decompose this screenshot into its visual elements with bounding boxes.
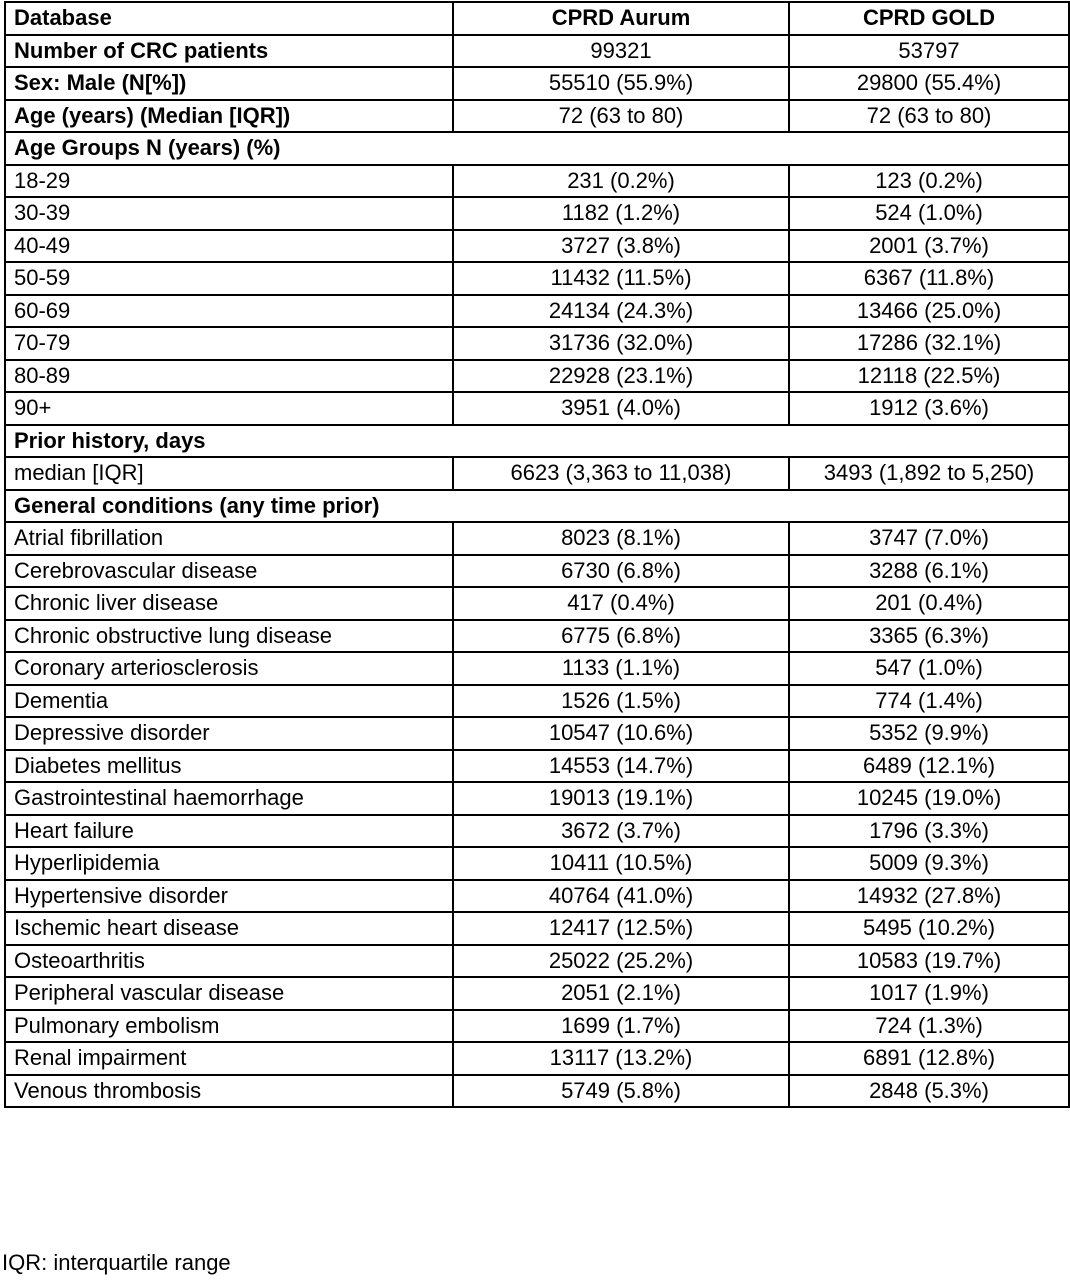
cprd-aurum-value: 3727 (3.8%) [453,230,789,263]
cprd-aurum-value: 5749 (5.8%) [453,1075,789,1108]
cprd-aurum-value: 3951 (4.0%) [453,392,789,425]
table-row [5,230,1069,263]
cprd-aurum-value: 24134 (24.3%) [453,295,789,328]
cprd-gold-value: 3288 (6.1%) [789,555,1069,588]
row-label: 70-79 [5,327,453,360]
cprd-gold-value: 12118 (22.5%) [789,360,1069,393]
table-row [5,977,1069,1010]
table-row [5,555,1069,588]
cprd-gold-value: 6489 (12.1%) [789,750,1069,783]
cprd-aurum-value: 14553 (14.7%) [453,750,789,783]
table-row [5,100,1069,133]
cprd-gold-value: 547 (1.0%) [789,652,1069,685]
table-row [5,327,1069,360]
cprd-aurum-value: 1699 (1.7%) [453,1010,789,1043]
cprd-gold-value: 201 (0.4%) [789,587,1069,620]
table-header-row [5,2,1069,35]
row-label: Osteoarthritis [5,945,453,978]
cprd-aurum-value: 1182 (1.2%) [453,197,789,230]
cprd-gold-value: 774 (1.4%) [789,685,1069,718]
row-label: 40-49 [5,230,453,263]
cprd-gold-value: 3493 (1,892 to 5,250) [789,457,1069,490]
row-label: Sex: Male (N[%]) [5,67,453,100]
table-row [5,522,1069,555]
cprd-gold-value: 14932 (27.8%) [789,880,1069,913]
cprd-gold-value: 10583 (19.7%) [789,945,1069,978]
cprd-aurum-value: 55510 (55.9%) [453,67,789,100]
row-label: Ischemic heart disease [5,912,453,945]
table-row [5,165,1069,198]
baseline-characteristics-table [4,1,1070,1108]
cprd-aurum-value: 31736 (32.0%) [453,327,789,360]
cprd-aurum-value: 231 (0.2%) [453,165,789,198]
table-row [5,392,1069,425]
table-row [5,295,1069,328]
table-row [5,1075,1069,1108]
cprd-gold-value: 3365 (6.3%) [789,620,1069,653]
cprd-gold-value: 6891 (12.8%) [789,1042,1069,1075]
row-label: median [IQR] [5,457,453,490]
table-row [5,1042,1069,1075]
section-header-label: Prior history, days [5,425,1069,458]
row-label: Number of CRC patients [5,35,453,68]
section-header-label: General conditions (any time prior) [5,490,1069,523]
row-label: 18-29 [5,165,453,198]
row-label: Heart failure [5,815,453,848]
row-label: Cerebrovascular disease [5,555,453,588]
table-row [5,620,1069,653]
table-row [5,67,1069,100]
row-label: Renal impairment [5,1042,453,1075]
cprd-aurum-value: 25022 (25.2%) [453,945,789,978]
cprd-gold-value: 1796 (3.3%) [789,815,1069,848]
cprd-aurum-value: 10411 (10.5%) [453,847,789,880]
cprd-aurum-value: 12417 (12.5%) [453,912,789,945]
cprd-gold-value: 2848 (5.3%) [789,1075,1069,1108]
cprd-gold-value: 10245 (19.0%) [789,782,1069,815]
section-header-label: Age Groups N (years) (%) [5,132,1069,165]
table-row [5,360,1069,393]
cprd-gold-value: 2001 (3.7%) [789,230,1069,263]
row-label: Pulmonary embolism [5,1010,453,1043]
table-row [5,457,1069,490]
cprd-aurum-value: 417 (0.4%) [453,587,789,620]
cprd-gold-value: 72 (63 to 80) [789,100,1069,133]
cprd-gold-value: 1912 (3.6%) [789,392,1069,425]
table-row [5,815,1069,848]
row-label: Diabetes mellitus [5,750,453,783]
cprd-gold-value: 123 (0.2%) [789,165,1069,198]
row-label: Chronic obstructive lung disease [5,620,453,653]
row-label: Depressive disorder [5,717,453,750]
cprd-aurum-value: 1133 (1.1%) [453,652,789,685]
cprd-aurum-value: 11432 (11.5%) [453,262,789,295]
table-row [5,35,1069,68]
section-header-row [5,132,1069,165]
cprd-gold-value: 5495 (10.2%) [789,912,1069,945]
table-row [5,717,1069,750]
cprd-gold-value: 524 (1.0%) [789,197,1069,230]
table-row [5,262,1069,295]
cprd-gold-value: 5352 (9.9%) [789,717,1069,750]
cprd-gold-value: 3747 (7.0%) [789,522,1069,555]
header-cprd-gold: CPRD GOLD [789,2,1069,35]
cprd-aurum-value: 19013 (19.1%) [453,782,789,815]
row-label: Gastrointestinal haemorrhage [5,782,453,815]
table-row [5,847,1069,880]
cprd-aurum-value: 3672 (3.7%) [453,815,789,848]
table-row [5,197,1069,230]
cprd-aurum-value: 6730 (6.8%) [453,555,789,588]
row-label: Venous thrombosis [5,1075,453,1108]
row-label: Hyperlipidemia [5,847,453,880]
header-cprd-aurum: CPRD Aurum [453,2,789,35]
cprd-gold-value: 6367 (11.8%) [789,262,1069,295]
header-database: Database [5,2,453,35]
cprd-aurum-value: 22928 (23.1%) [453,360,789,393]
table-row [5,750,1069,783]
cprd-gold-value: 53797 [789,35,1069,68]
table-row [5,652,1069,685]
row-label: 90+ [5,392,453,425]
row-label: Chronic liver disease [5,587,453,620]
row-label: Dementia [5,685,453,718]
table-body [5,35,1069,1108]
table-row [5,945,1069,978]
row-label: 60-69 [5,295,453,328]
cprd-gold-value: 724 (1.3%) [789,1010,1069,1043]
table-row [5,880,1069,913]
row-label: Peripheral vascular disease [5,977,453,1010]
cprd-gold-value: 13466 (25.0%) [789,295,1069,328]
section-header-row [5,425,1069,458]
cprd-aurum-value: 40764 (41.0%) [453,880,789,913]
row-label: Hypertensive disorder [5,880,453,913]
cprd-gold-value: 5009 (9.3%) [789,847,1069,880]
cprd-aurum-value: 2051 (2.1%) [453,977,789,1010]
table-row [5,912,1069,945]
cprd-aurum-value: 1526 (1.5%) [453,685,789,718]
row-label: Atrial fibrillation [5,522,453,555]
cprd-aurum-value: 10547 (10.6%) [453,717,789,750]
cprd-gold-value: 1017 (1.9%) [789,977,1069,1010]
cprd-aurum-value: 72 (63 to 80) [453,100,789,133]
row-label: Coronary arteriosclerosis [5,652,453,685]
cprd-aurum-value: 8023 (8.1%) [453,522,789,555]
row-label: 80-89 [5,360,453,393]
cprd-aurum-value: 6623 (3,363 to 11,038) [453,457,789,490]
row-label: 30-39 [5,197,453,230]
row-label: 50-59 [5,262,453,295]
table-row [5,782,1069,815]
cprd-gold-value: 29800 (55.4%) [789,67,1069,100]
cprd-aurum-value: 6775 (6.8%) [453,620,789,653]
table-row [5,587,1069,620]
table-row [5,685,1069,718]
cprd-aurum-value: 13117 (13.2%) [453,1042,789,1075]
table-row [5,1010,1069,1043]
cprd-gold-value: 17286 (32.1%) [789,327,1069,360]
section-header-row [5,490,1069,523]
cprd-aurum-value: 99321 [453,35,789,68]
row-label: Age (years) (Median [IQR]) [5,100,453,133]
table-footnote: IQR: interquartile range [2,1250,231,1275]
